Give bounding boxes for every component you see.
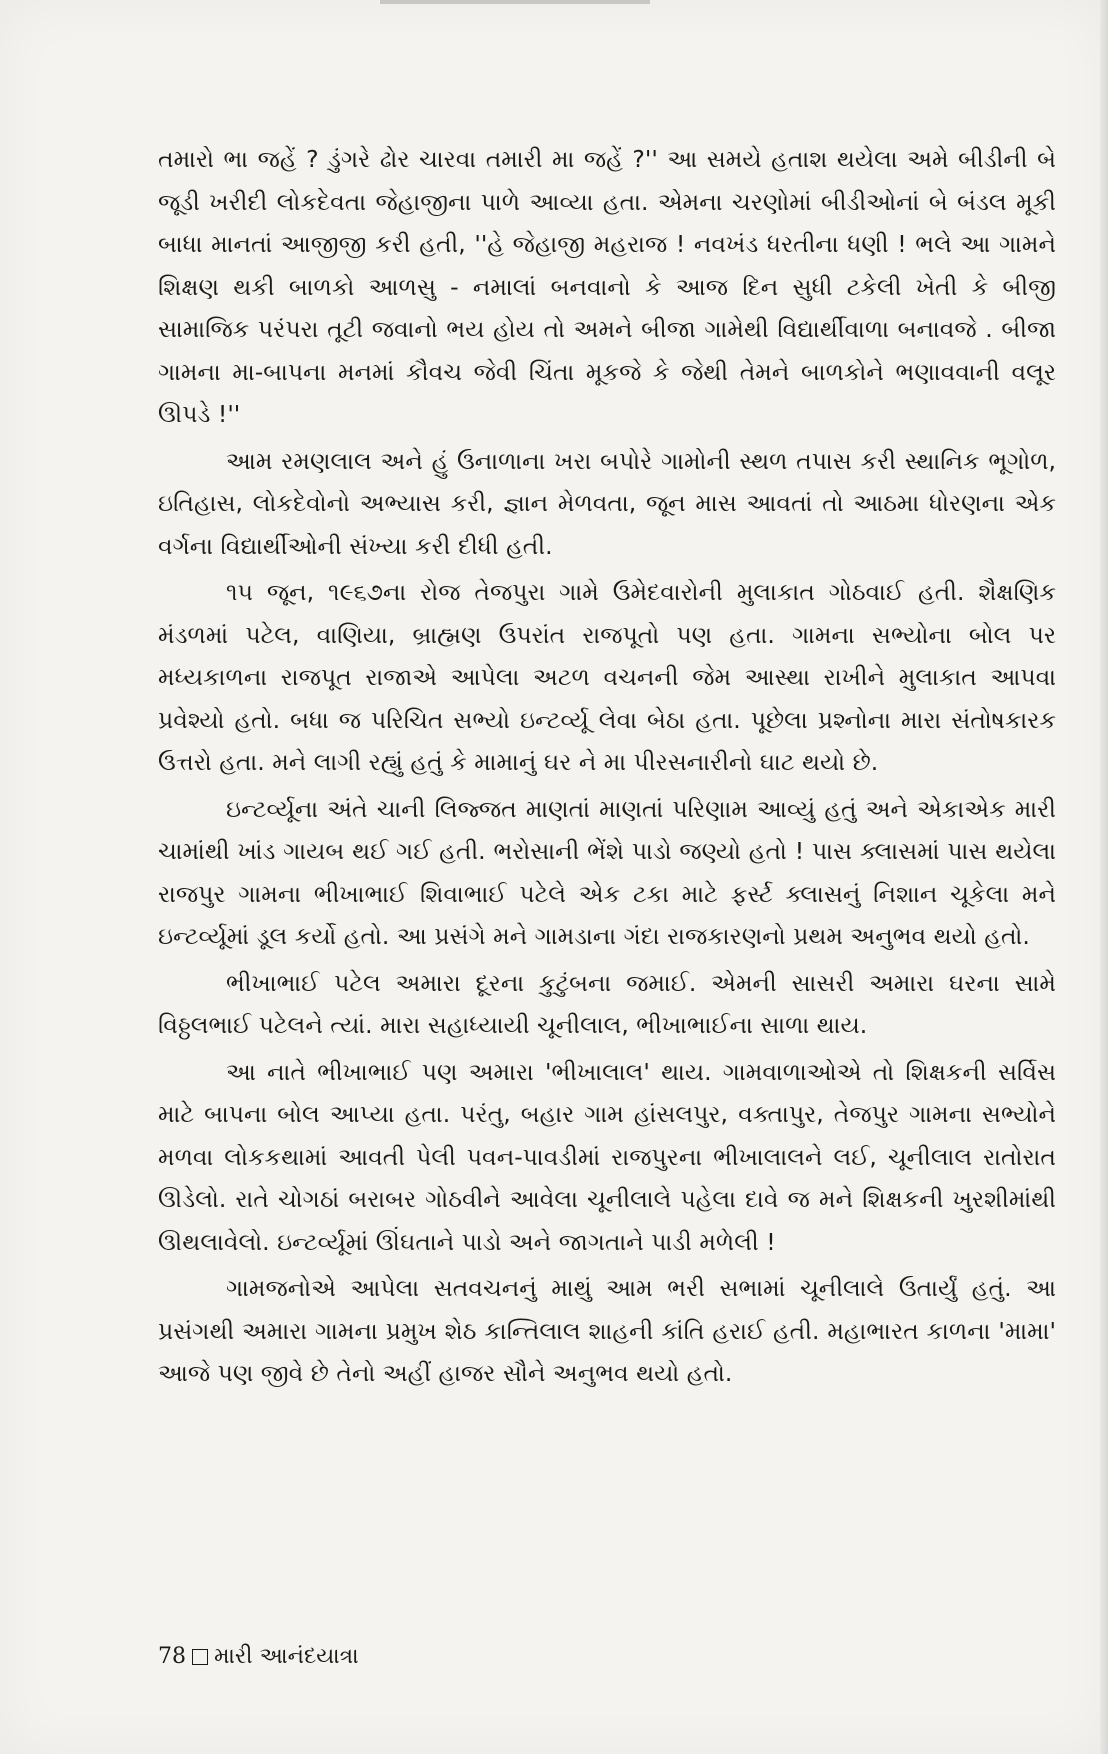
paragraph-5: ભીખાભાઈ પટેલ અમારા દૂરના કુટુંબના જમાઈ. એમની સાસરી અમારા ઘરના સામે વિઠ્ઠલભાઈ પટેલને ત્યાં. મારા સહાધ્યાયી ચૂનીલાલ, ભીખાભાઈના સાળા થાય. [158,968,1056,1039]
paragraph-7: ગામજનોએ આપેલા સતવચનનું માથું આમ ભરી સભામાં ચૂનીલાલે ઉતાર્યું હતું. આ પ્રસંગથી અમારા ગામના પ્રમુખ શેઠ કાન્તિલાલ શાહની કાંતિ હરાઈ હતી. મહાભારત કાળના 'મામા' આજે પણ જીવે છે તેનો અહીં હાજર સૌને અનુભવ થયો હતો. [158,1274,1056,1387]
paragraph-6: આ નાતે ભીખાભાઈ પણ અમારા 'ભીખાલાલ' થાય. ગામવાળાઓએ તો શિક્ષકની સર્વિસ માટે બાપના બોલ આપ્યા હતા. પરંતુ, બહાર ગામ હાંસલપુર, વક્તાપુર, તેજપુર ગામના સભ્યોને મળવા લોકકથામાં આવતી પેલી પવન-પાવડીમાં રાજપુરના ભીખાલાલને લઈ, ચૂનીલાલ રાતોરાત ઊડેલો. રાતે ચોગઠાં બરાબર ગોઠવીને આવેલા ચૂનીલાલે પહેલા દાવે જ મને શિક્ષકની ખુરશીમાંથી ઊથલાવેલો. ઇન્ટર્વ્યૂમાં ઊંઘતાને પાડો અને જાગતાને પાડી મળેલી ! [158,1057,1056,1256]
page-footer [158,1644,359,1669]
paragraph-3: ૧૫ જૂન, ૧૯૬૭ના રોજ તેજપુરા ગામે ઉમેદવારોની મુલાકાત ગોઠવાઈ હતી. શૈક્ષણિક મંડળમાં પટેલ, વાણિયા, બ્રાહ્મણ ઉપરાંત રાજપૂતો પણ હતા. ગામના સભ્યોના બોલ પર મધ્યકાળના રાજપૂત રાજાએ આપેલા અટળ વચનની જેમ આસ્થા રાખીને મુલાકાત આપવા પ્રવેશ્યો હતો. બધા જ પરિચિત સભ્યો ઇન્ટર્વ્યૂ લેવા બેઠા હતા. પૂછેલા પ્રશ્નોના મારા સંતોષકારક ઉત્તરો હતા. મને લાગી રહ્યું હતું કે મામાનું ઘર ને મા પીરસનારીનો ઘાટ થયો છે. [158,578,1056,776]
square-separator-icon [192,1649,208,1665]
page-number: 78 [158,1644,186,1669]
body-text [158,138,1056,1399]
top-rule [380,0,650,4]
paragraph-4: ઇન્ટર્વ્યૂના અંતે ચાની લિજ્જત માણતાં માણતાં પરિણામ આવ્યું હતું અને એકાએક મારી ચામાંથી ખાંડ ગાયબ થઈ ગઈ હતી. ભરોસાની ભેંશે પાડો જણ્યો હતો ! પાસ ક્લાસમાં પાસ થયેલા રાજપુર ગામના ભીખાભાઈ શિવાભાઈ પટેલે એક ટકા માટે ફર્સ્ટ ક્લાસનું નિશાન ચૂકેલા મને ઇન્ટર્વ્યૂમાં ડૂલ કર્યો હતો. આ પ્રસંગે મને ગામડાના ગંદા રાજકારણનો પ્રથમ અનુભવ થયો હતો. [158,794,1056,950]
paragraph-2: આમ રમણલાલ અને હું ઉનાળાના ખરા બપોરે ગામોની સ્થળ તપાસ કરી સ્થાનિક ભૂગોળ, ઇતિહાસ, લોકદેવોનો અભ્યાસ કરી, જ્ઞાન મેળવતા, જૂન માસ આવતાં તો આઠમા ધોરણના એક વર્ગના વિદ્યાર્થીઓની સંખ્યા કરી દીધી હતી. [158,446,1056,560]
paragraph-1: તમારો ભા જહેં ? ડુંગરે ઢોર ચારવા તમારી મા જહેં ?'' આ સમયે હતાશ થયેલા અમે બીડીની બે જૂડી ખરીદી લોકદેવતા જેહાજીના પાળે આવ્યા હતા. એમના ચરણોમાં બીડીઓનાં બે બંડલ મૂકી બાધા માનતાં આજીજી કરી હતી, ''હે જેહાજી મહરાજ ! નવખંડ ધરતીના ધણી ! ભલે આ ગામને શિક્ષણ થકી બાળકો આળસુ - નમાલાં બનવાનો કે આજ દિન સુધી ટકેલી ખેતી કે બીજી સામાજિક પરંપરા તૂટી જવાનો ભય હોય તો અમને બીજા ગામેથી વિદ્યાર્થીવાળા બનાવજે . બીજા ગામના મા-બાપના મનમાં કૌવચ જેવી ચિંતા મૂકજે કે જેથી તેમને બાળકોને ભણાવવાની વલૂર ઊપડે !'' [158,145,1056,428]
book-title: મારી આનંદયાત્રા [214,1644,359,1669]
page-edge-shadow [1100,0,1108,1754]
